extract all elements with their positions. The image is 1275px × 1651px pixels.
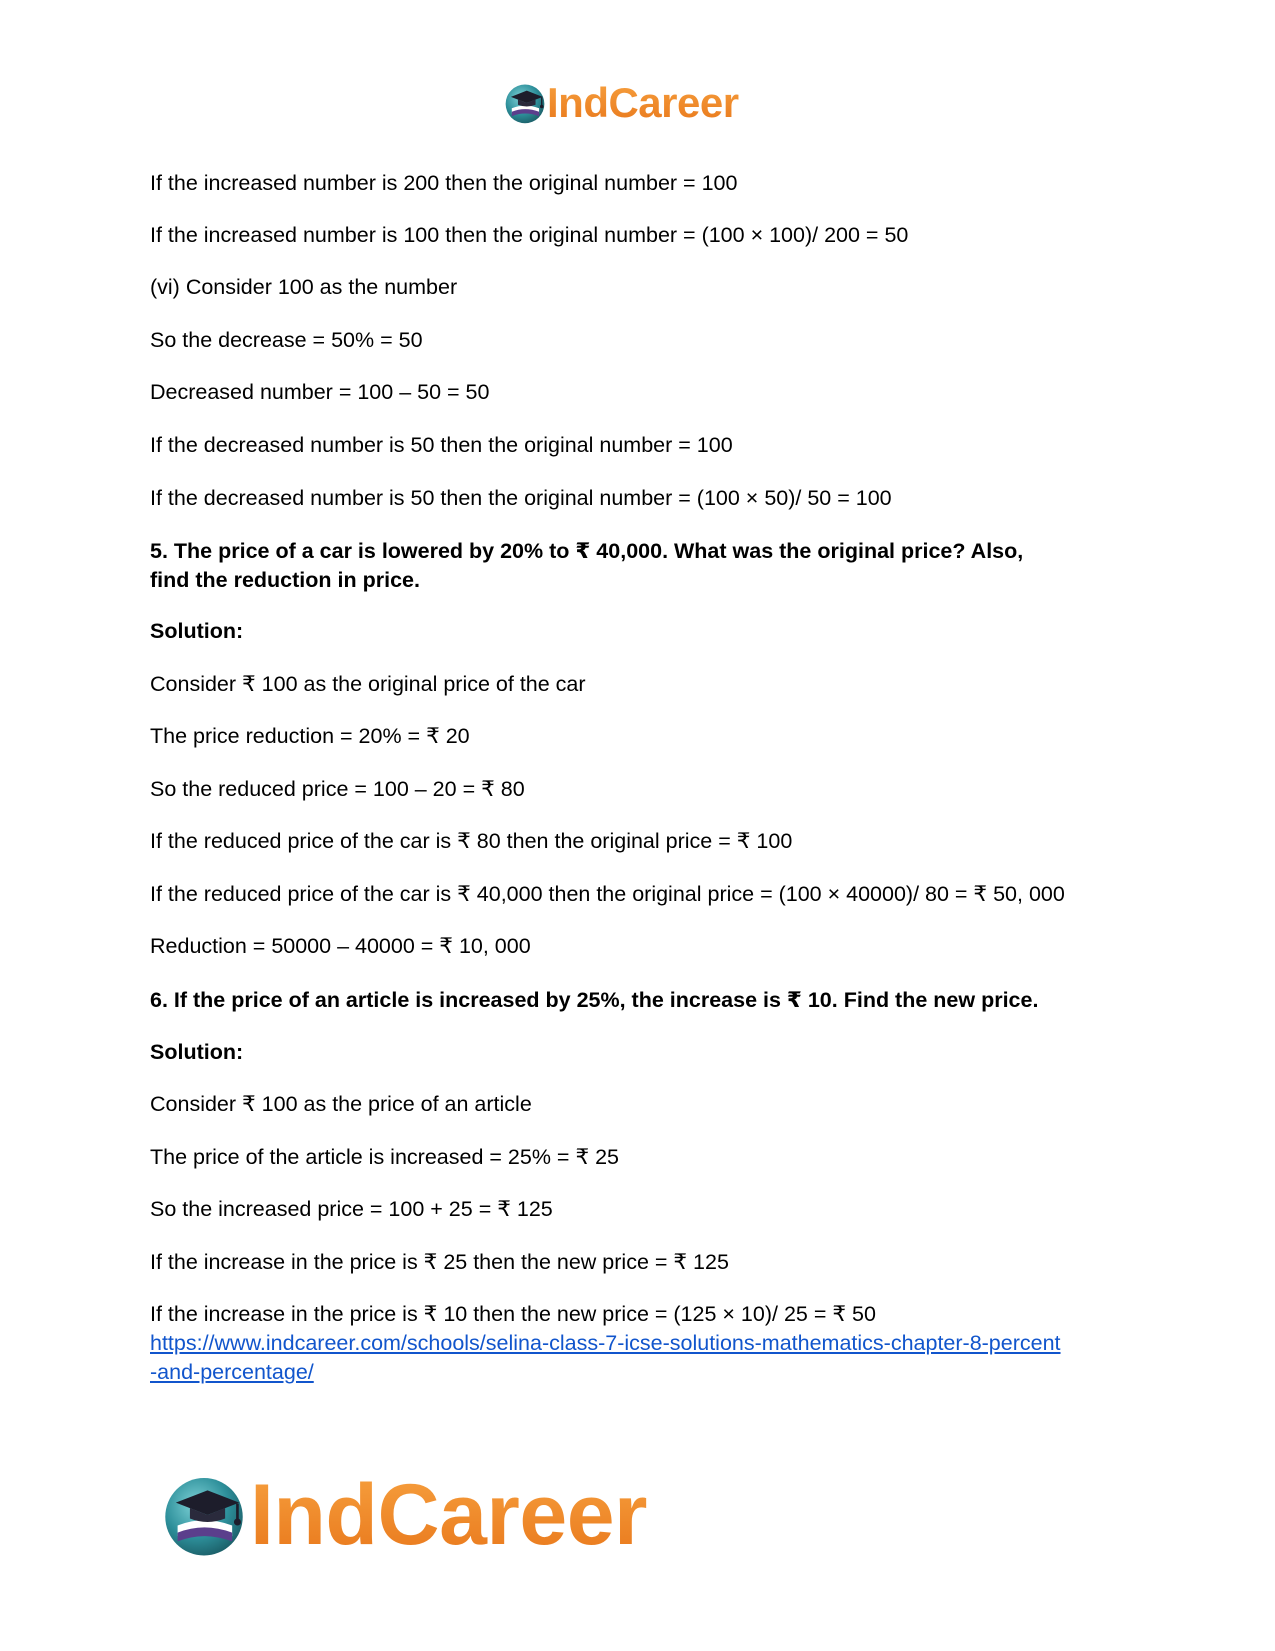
text-line: The price reduction = 20% = ₹ 20	[150, 724, 470, 748]
text-line: If the increased number is 100 then the original number = (100 × 100)/ 200 = 50	[150, 223, 909, 247]
logo-wordmark: IndCareer	[250, 1467, 647, 1563]
text-line: If the reduced price of the car is ₹ 40,000 then the original price = (100 × 40000)/ 80 = ₹ 50, 000	[150, 882, 1065, 906]
text-line: If the increased number is 200 then the original number = 100	[150, 171, 738, 195]
text-line: If the reduced price of the car is ₹ 80 then the original price = ₹ 100	[150, 829, 793, 853]
text-line: If the decreased number is 50 then the original number = (100 × 50)/ 50 = 100	[150, 486, 892, 510]
solution-label: Solution:	[150, 619, 244, 643]
text-line: If the decreased number is 50 then the original number = 100	[150, 433, 733, 457]
question-5: 5. The price of a car is lowered by 20% to ₹ 40,000. What was the original price? Also,	[150, 539, 1024, 563]
footer-logo	[160, 1465, 647, 1565]
source-link[interactable]: https://www.indcareer.com/schools/selina-class-7-icse-solutions-mathematics-chapter-8-percent	[150, 1331, 1061, 1355]
text-line: Reduction = 50000 – 40000 = ₹ 10, 000	[150, 934, 531, 958]
text-line: Decreased number = 100 – 50 = 50	[150, 380, 490, 404]
text-line: Consider ₹ 100 as the price of an article	[150, 1092, 532, 1116]
logo-wordmark: IndCareer	[547, 79, 739, 126]
graduation-cap-book-icon	[503, 81, 547, 125]
graduation-cap-book-icon	[160, 1471, 248, 1559]
header-logo	[503, 78, 739, 128]
question-6: 6. If the price of an article is increased by 25%, the increase is ₹ 10. Find the new price.	[150, 988, 1039, 1012]
text-line: (vi) Consider 100 as the number	[150, 275, 458, 299]
text-line: So the decrease = 50% = 50	[150, 328, 423, 352]
source-link-cont[interactable]: -and-percentage/	[150, 1360, 314, 1384]
text-line: So the increased price = 100 + 25 = ₹ 125	[150, 1197, 553, 1221]
text-line: So the reduced price = 100 – 20 = ₹ 80	[150, 777, 525, 801]
solution-label: Solution:	[150, 1040, 244, 1064]
question-5-cont: find the reduction in price.	[150, 568, 420, 592]
text-line: The price of the article is increased = 25% = ₹ 25	[150, 1145, 620, 1169]
text-line: If the increase in the price is ₹ 25 then the new price = ₹ 125	[150, 1250, 729, 1274]
text-line: Consider ₹ 100 as the original price of the car	[150, 672, 586, 696]
text-line: If the increase in the price is ₹ 10 then the new price = (125 × 10)/ 25 = ₹ 50	[150, 1302, 876, 1326]
